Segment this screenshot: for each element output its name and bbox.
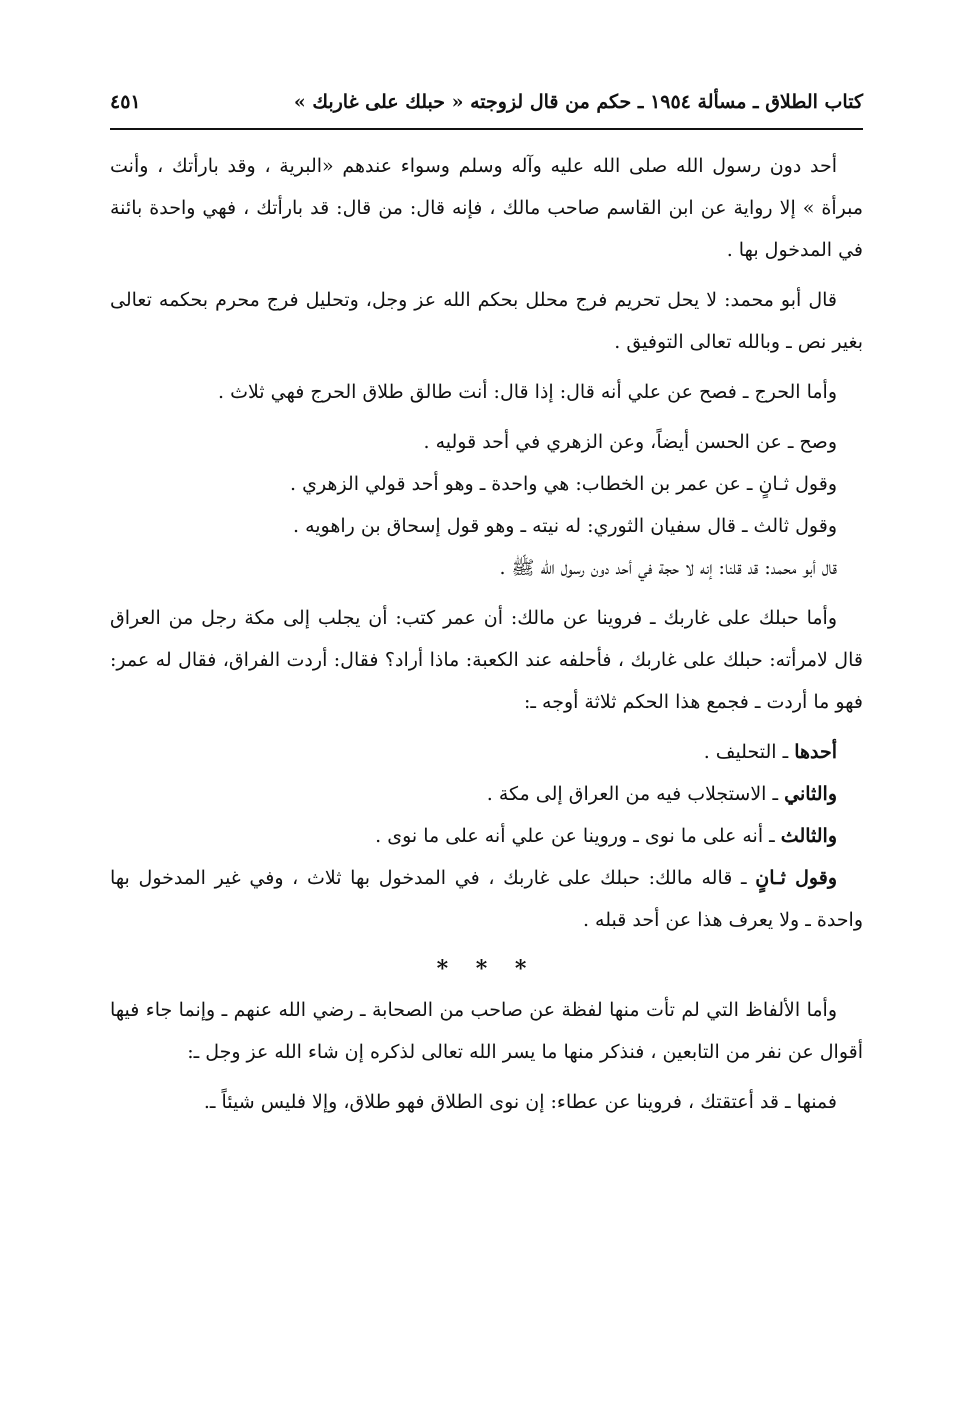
list-item: وقول ثـانٍ ـ عن عمر بن الخطاب: هي واحدة ـ وهو أحد قولي الزهري . [290, 473, 837, 495]
chapter-title: كتاب الطلاق ـ مسألة ١٩٥٤ ـ حكم من قال لزوجته « حبلك على غاربك » [293, 91, 863, 113]
list-item [110, 815, 863, 857]
paragraph: قال أبو محمد: لا يحل تحريم فرج محلل بحكم الله عز وجل، وتحليل فرج محرم بحكمه تعالى بغير نص ـ وبالله تعالى التوفيق . [110, 289, 863, 353]
page-body [110, 145, 863, 1123]
item-lead: أحدها [794, 741, 837, 763]
item-lead: والثاني [784, 783, 837, 805]
list-item [110, 857, 863, 941]
list-item: قال أبو محمد: قد قلنا: إنه لا حجة في أحد دون رسول الله ﷺ . [499, 557, 837, 579]
list-item [110, 731, 863, 773]
item-text: ـ أنه على ما نوى ـ وروينا عن علي أنه على ما نوى . [375, 825, 781, 847]
paragraph: وأما الألفاظ التي لم تأت منها لفظة عن صاحب من الصحابة ـ رضي الله عنهم ـ وإنما جاء فيها أقوال عن نفر من التابعين ، فنذكر منها ما يسر الله تعالى لذكره إن شاء الله عز وجل ـ: [110, 999, 863, 1063]
list-item: وقول ثالث ـ قال سفيان الثوري: له نيته ـ وهو قول إسحاق بن راهويه . [292, 515, 837, 537]
list-item [110, 773, 863, 815]
header-rule [110, 128, 863, 130]
paragraph: فمنها ـ قد أعتقتك ، فروينا عن عطاء: إن نوى الطلاق فهو طلاق، وإلا فليس شيئاً ـ. [203, 1091, 837, 1113]
item-text: ـ الاستجلاب فيه من العراق إلى مكة . [486, 783, 785, 805]
running-header [110, 82, 863, 122]
paragraph: أحد دون رسول الله صلى الله عليه وآله وسلم وسواء عندهم «البرية ، وقد بارأتك ، وأنت مبرأة » إلا رواية عن ابن القاسم صاحب مالك ، فإنه قال: من قال: قد بارأتك ، فهي واحدة بائنة في المدخول بها . [110, 155, 863, 261]
section-separator: * * * [436, 956, 537, 982]
item-lead: وقول ثـانٍ [755, 867, 837, 889]
list-item: وصح ـ عن الحسن أيضاً، وعن الزهري في أحد قوليه . [423, 431, 837, 453]
paragraph: وأما حبلك على غاربك ـ فروينا عن مالك: أن عمر كتب: أن يجلب إلى مكة رجل من العراق قال لامرأته: حبلك على غاربك ، فأحلفه عند الكعبة: ماذا أراد؟ فقال: أردت الفراق، فقال له عمر: فهو ما أردت ـ فجمع هذا الحكم ثلاثة أوجه ـ: [110, 607, 863, 713]
item-text: ـ قاله مالك: حبلك على غاربك ، في المدخول بها ثلاث ، وفي غير المدخول بها واحدة ـ ولا يعرف هذا عن أحد قبله . [110, 867, 863, 931]
opinions-list [110, 421, 863, 589]
paragraph: وأما الحرج ـ فصح عن علي أنه قال: إذا قال: أنت طالق طلاق الحرج فهي ثلاث . [218, 381, 837, 403]
aspects-list [110, 731, 863, 941]
item-lead: والثالث [780, 825, 837, 847]
page-number: ٤٥١ [110, 91, 141, 113]
item-text: ـ التحليف . [703, 741, 795, 763]
